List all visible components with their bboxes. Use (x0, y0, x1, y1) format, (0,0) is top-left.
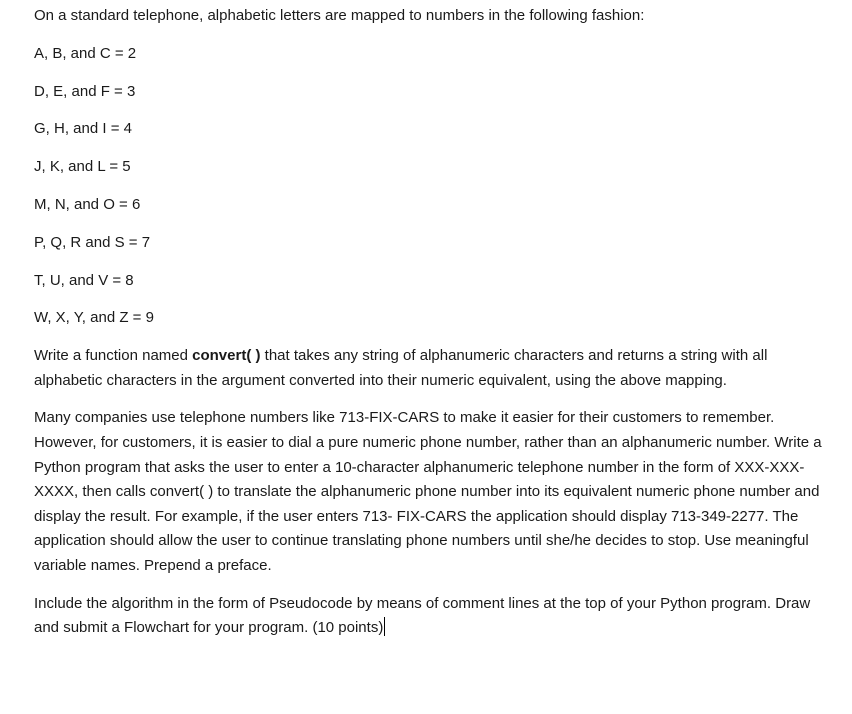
document-body (34, 4, 834, 654)
function-paragraph (34, 344, 834, 393)
intro-paragraph: On a standard telephone, alphabetic letters are mapped to numbers in the following fashion: (34, 7, 645, 24)
mapping-line-ghi: G, H, and I = 4 (34, 120, 132, 138)
function-text-after: that takes any string of alphanumeric characters and returns a string with all alphabetic characters in the argument converted into their numeric equivalent, using the above mapping. (34, 347, 768, 389)
final-paragraph (34, 592, 834, 641)
function-name: convert( ) (192, 347, 261, 365)
mapping-line-def: D, E, and F = 3 (34, 82, 136, 100)
mapping-line-wxyz: W, X, Y, and Z = 9 (34, 309, 154, 327)
mapping-line-pqrs: P, Q, R and S = 7 (34, 233, 151, 251)
function-text-before: Write a function named (34, 347, 193, 365)
final-text: Include the algorithm in the form of Pseudocode by means of comment lines at the top of your Python program. Draw and submit a Flowchart for your program. (10 points) (34, 594, 811, 637)
text-cursor (384, 617, 385, 636)
program-paragraph: Many companies use telephone numbers like 713-FIX-CARS to make it easier for their customers to remember. However, for customers, it is easier to dial a pure numeric phone number, rather than an alphanumeric number. Write a Python program that asks the user to enter a 10-character alphanumeric telephone number in the form of XXX-XXX-XXXX, then calls convert( ) to translate the alphanumeric phone number into its equivalent numeric phone number and display the result. For example, if the user enters 713- FIX-CARS the application should display 713-349-2277. The application should allow the user to continue translating phone numbers until she/he decides to stop. Use meaningful variable names. Prepend a preface. (34, 409, 822, 574)
mapping-line-mno: M, N, and O = 6 (34, 195, 141, 213)
mapping-line-tuv: T, U, and V = 8 (34, 271, 134, 289)
mapping-line-jkl: J, K, and L = 5 (34, 158, 131, 176)
mapping-line-abc: A, B, and C = 2 (34, 44, 137, 62)
